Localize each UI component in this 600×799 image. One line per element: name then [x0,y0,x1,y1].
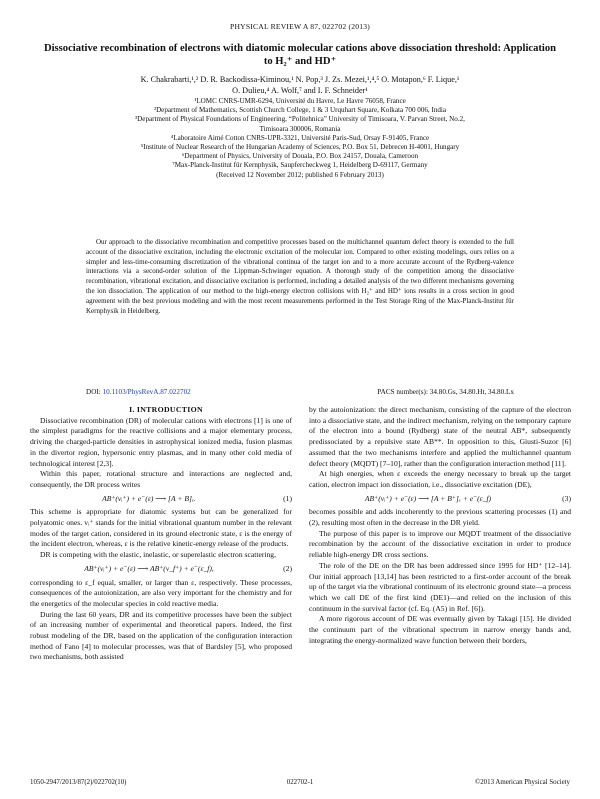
equation-expression: AB⁺(vᵢ⁺) + e⁻(ε) ⟶ [A + B⁺]ₑ + e⁻(ε_f) [364,493,492,503]
left-column [30,405,292,663]
footer-copyright: ©2013 American Physical Society [475,779,570,786]
affiliation: ³Department of Physical Foundations of Engineering, “Politehnica” University of Timisoara, V. Parvan Street, No.2, [135,115,465,124]
paragraph: DR is competing with the elastic, inelastic, or superelastic electron scattering, [40,550,276,560]
equation-1 [30,494,292,505]
equation-expression: AB⁺(vᵢ⁺) + e⁻(ε) ⟶ AB⁺(v_f⁺) + e⁻(ε_f), [84,563,214,573]
equation-number: (2) [283,563,292,573]
paragraph: Dissociative recombination (DR) of molecular cations with electrons [1] is one of the simplest paradigms for the reactive collisions and a major elementary process, driving the charged-particle densities in astrophysical ionized media, fusion plasmas in the divertor region, hypersonic entry plasmas, and in many other cold media of technological interest [2,3]. [30,415,292,468]
section-heading: I. INTRODUCTION [129,405,203,414]
affiliation: ⁶Department of Physics, University of Douala, P.O. Box 24157, Douala, Cameroon [181,152,419,161]
right-column [309,405,571,646]
paragraph: The purpose of this paper is to improve our MQDT treatment of the dissociative recombination by the account of the dissociative excitation in order to produce reliable high-energy DR cross sections. [309,528,571,560]
authors-line-2: O. Dulieu,⁴ A. Wolf,⁷ and I. F. Schneider¹ [232,86,368,95]
affiliation: ⁴Laboratoire Aimé Cotton CNRS-UPR-3321, Université Paris-Sud, Orsay F-91405, France [170,133,430,142]
affiliation: ¹LOMC CNRS-UMR-6294, Université du Havre, Le Havre 76058, France [194,97,406,105]
doi-label: DOI: [86,388,101,396]
paragraph: by the autoionization: the direct mechanism, consisting of the capture of the electron into a dissociative state, and the indirect mechanism, relying on the temporary capture of the electron into a bound (Rydberg) state of the neutral AB*, subsequently predissociated by a repulsive state AB**. In opposition to this, Giusti-Suzor [6] assumed that the two mechanisms interfere and applied the multichannel quantum defect theory (MQDT) [7–10], rather than the configuration interaction method [11]. [309,405,571,468]
affiliation: Timisoara 300006, Romania [259,124,341,133]
paragraph: becomes possible and adds incoherently to the previous scattering processes (1) and (2), resulting most often in the decrease in the DR yield. [309,507,571,528]
equation-number: (1) [283,493,292,503]
affiliation: ⁷Max-Planck-Institut für Kernphysik, Saupfercheckweg 1, Heidelberg D-69117, Germany [172,161,428,170]
doi-line [86,388,191,396]
affiliations [30,97,570,180]
affiliation: ²Department of Mathematics, Scottish Church College, 1 & 3 Urquhart Square, Kolkata 700 006, India [153,106,447,115]
equation-3 [309,494,571,505]
footer-page-number: 022702-1 [286,779,314,786]
paragraph: At high energies, when ε exceeds the energy necessary to break up the target cation, electron impact ion dissociation, i.e., dissociative excitation (DE), [309,469,571,489]
received-date: (Received 12 November 2012; published 6 February 2013) [216,170,384,179]
paragraph: corresponding to ε_f equal, smaller, or larger than ε, respectively. These processes, consequences of the autoionization, are also very important for the chemistry and for the energetics of the molecular species in cold reactive media. [30,577,292,608]
paragraph: The role of the DE on the DR has been addressed since 1995 for HD⁺ [12–14]. Our initial approach [13,14] has been restricted to a first-order account of the break up of the target via the vibrational continuum of its electronic ground state—a process which we call DE of the first kind (DE1)—and relied on the inclusion of this continuum in the survival factor (cf. Eq. (A5) in Ref. [6]). [309,560,571,613]
journal-header: PHYSICAL REVIEW A 87, 022702 (2013) [230,22,370,31]
equation-expression: AB⁺(vᵢ⁺) + e⁻(ε) ⟶ [A + B]ₑ. [102,493,196,503]
doi-link[interactable]: 10.1103/PhysRevA.87.022702 [102,388,191,396]
author-list [30,74,570,96]
pacs-numbers: PACS number(s): 34.80.Gs, 34.80.Ht, 34.80.Lx [377,388,514,396]
footer-issn: 1050-2947/2013/87(2)/022702(10) [30,779,127,786]
paragraph: During the last 60 years, DR and its competitive processes have been the subject of an increasing number of experimental and theoretical papers. Indeed, the first robust modeling of the DR, based on the application of the configuration interaction method of Fano [4] to molecular processes, was that of Bardsley [5], who proposed two mechanisms, both assisted [30,609,292,662]
equation-2 [30,564,292,575]
paragraph: This scheme is appropriate for diatomic systems but can be generalized for polyatomic ones. vᵢ⁺ stands for the initial vibrational quantum number in the relevant modes of the target cation, considered in its ground electronic state, ε is the energy of the incident electron, whereas, ε is the relative kinetic-energy release of the products. [30,507,292,549]
paragraph: A more rigorous account of DE was eventually given by Takagi [15]. He divided the continuum part of the vibrational spectrum in narrow energy bands and, integrating the energy-normalized wave function between their borders, [309,614,571,645]
authors-line-1: K. Chakrabarti,¹,² D. R. Backodissa-Kiminou,¹ N. Pop,³ J. Zs. Mezei,¹,⁴,⁵ O. Motapon,⁶ F. Lique,¹ [140,75,460,84]
paragraph: Within this paper, rotational structure and interactions are neglected and, consequently, the DR process writes [30,469,292,489]
affiliation: ⁵Institute of Nuclear Research of the Hungarian Academy of Sciences, P.O. Box 51, Debrecen H-4001, Hungary [140,143,460,152]
paper-title: Dissociative recombination of electrons with diatomic molecular cations above dissociation threshold: Application to H₂⁺ and HD⁺ [43,43,557,67]
equation-number: (3) [562,493,571,503]
abstract: Our approach to the dissociative recombination and competitive processes based on the multichannel quantum defect theory is extended to the full account of the dissociative excitation, including the electronic excitation of the molecular ion. Compared to other existing modelings, ours relies on a simpler and less-time-consuming discretization of the vibrational continua of the target ion and to a more accurate account of the Rydberg-valence interactions via a second-order solution of the Lippman-Schwinger equation. A thorough study of the competition among the dissociative recombination, vibrational excitation, and dissociative excitation is performed, including a detailed analysis of the two different mechanisms governing the ion dissociation. The application of our method to the high-energy electron collisions with H₂⁺ and HD⁺ ions results in a cross section in good agreement with the best previous modeling and with the most recent measurements performed in the Test Storage Ring of the Max-Planck-Institut für Kernphysik in Heidelberg. [86,238,514,315]
